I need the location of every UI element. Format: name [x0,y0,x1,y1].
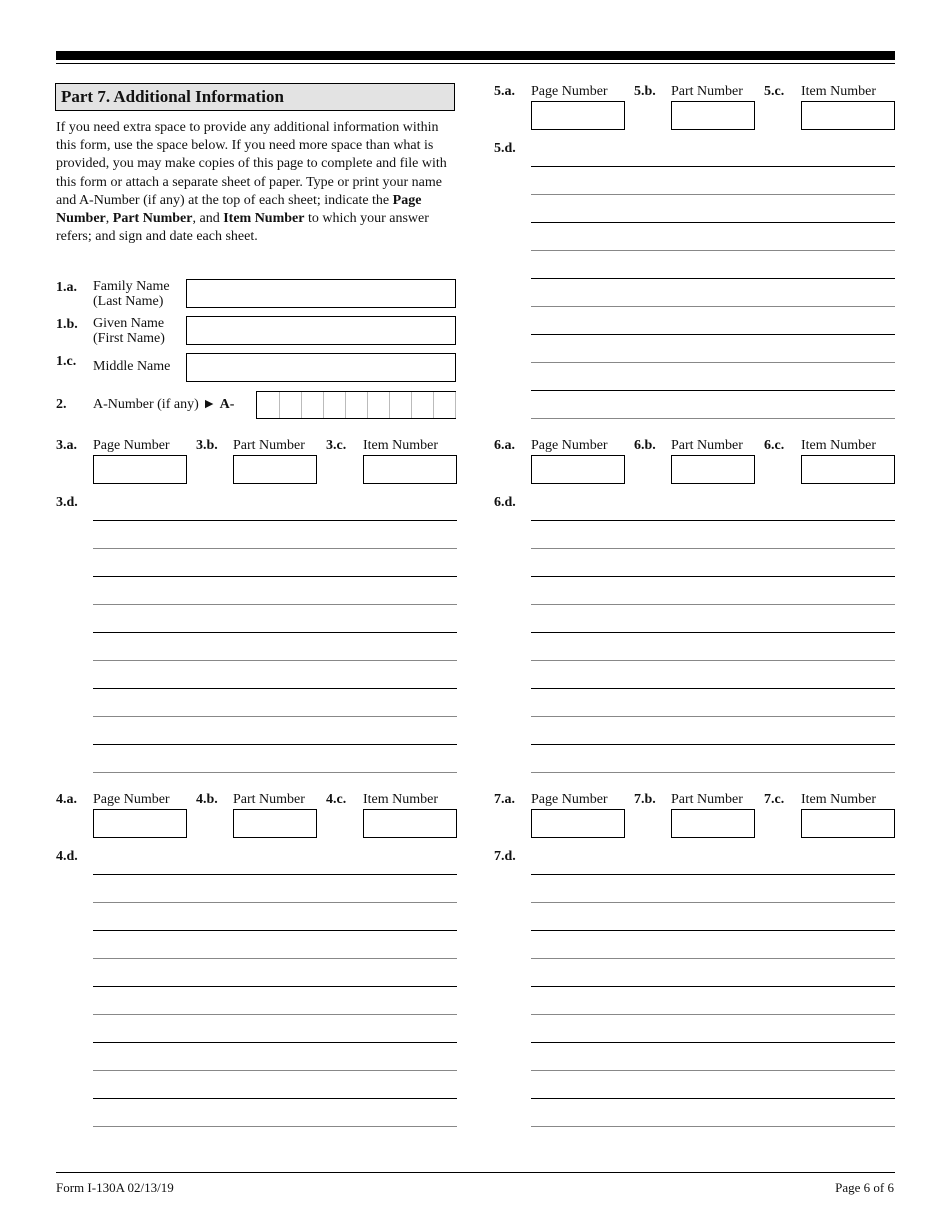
item-number-input[interactable] [801,101,895,130]
details-line [531,1126,895,1127]
middle-name-input[interactable] [186,353,456,382]
a-number-digit-divider [367,392,368,418]
item-number-4d: 4.d. [56,849,78,864]
page-number-label: Page Number [93,438,170,453]
part-number-input[interactable] [671,455,755,484]
bottom-rule [56,1172,895,1173]
details-line [531,576,895,577]
item-number-label: Item Number [363,438,439,453]
details-line [531,986,895,987]
intro-text: to which your answer refers; and sign and date each sheet. [56,211,429,245]
a-number-label [93,397,234,412]
details-line [531,744,895,745]
details-line [93,930,457,931]
part-number-input[interactable] [233,455,317,484]
intro-text: , and [192,211,224,227]
part-number-label: Part Number [671,84,743,99]
a-number-digit-divider [323,392,324,418]
a-number-digit-divider [279,392,280,418]
a-number-digit-divider [389,392,390,418]
details-line [93,744,457,745]
item-number-2: 2. [56,397,67,412]
details-line [531,902,895,903]
item-number-label: Item Number [801,84,877,99]
name-field-label-line: (First Name) [93,331,165,346]
details-line [93,1014,457,1015]
details-line [531,930,895,931]
details-line [531,278,895,279]
page-number-label: Page Number [531,438,608,453]
intro-emphasis: Item Number [223,211,305,227]
item-number-1c: 1.c. [56,354,77,369]
details-line [531,166,895,167]
item-number-5d: 5.d. [494,141,516,156]
page-number-input[interactable] [93,809,187,838]
details-line [93,958,457,959]
item-number-3a: 3.a. [56,438,77,453]
details-line [93,604,457,605]
details-line [531,660,895,661]
name-field-label [93,316,165,346]
item-number-3c: 3.c. [326,438,347,453]
a-number-input[interactable] [256,391,456,419]
intro-emphasis: Page Number [56,192,422,227]
details-line [531,390,895,391]
instructions-paragraph [56,119,454,246]
intro-text: , [105,211,113,227]
item-number-7c: 7.c. [764,792,785,807]
a-number-digit-divider [433,392,434,418]
name-field-label-line: Middle Name [93,359,171,374]
item-number-5c: 5.c. [764,84,785,99]
top-rule [56,51,895,60]
part-title: Part 7. Additional Information [55,83,455,111]
a-number-digit-divider [301,392,302,418]
details-line [531,772,895,773]
name-field-label-line: Family Name [93,279,170,294]
details-line [531,716,895,717]
family-name-input[interactable] [186,279,456,308]
item-number-1b: 1.b. [56,317,78,332]
page-number-label: Page Number [531,792,608,807]
details-line [93,688,457,689]
part-number-label: Part Number [233,438,305,453]
details-line [93,986,457,987]
details-line [531,362,895,363]
a-number-prefix: A- [219,397,235,412]
details-line [93,1070,457,1071]
part-number-label: Part Number [233,792,305,807]
details-line [531,1042,895,1043]
page-indicator: Page 6 of 6 [835,1180,894,1195]
details-line [531,1070,895,1071]
item-number-7a: 7.a. [494,792,515,807]
details-line [93,548,457,549]
part-number-input[interactable] [671,101,755,130]
page-number-input[interactable] [531,101,625,130]
details-line [531,604,895,605]
details-line [93,902,457,903]
details-line [531,688,895,689]
page-number-input[interactable] [531,809,625,838]
arrow-right-icon: ► [202,397,217,412]
name-field-label-line: (Last Name) [93,294,164,309]
details-line [531,306,895,307]
item-number-input[interactable] [363,455,457,484]
details-line [531,1098,895,1099]
name-field-label [93,279,170,309]
page-number-label: Page Number [93,792,170,807]
details-line [93,576,457,577]
details-line [531,520,895,521]
part-number-label: Part Number [671,792,743,807]
item-number-7b: 7.b. [634,792,656,807]
item-number-4b: 4.b. [196,792,218,807]
a-number-digit-divider [345,392,346,418]
top-thin-rule [56,63,895,64]
intro-emphasis: Part Number [112,211,193,227]
a-number-digit-divider [411,392,412,418]
item-number-6d: 6.d. [494,495,516,510]
item-number-6b: 6.b. [634,438,656,453]
details-line [531,222,895,223]
item-number-4a: 4.a. [56,792,77,807]
item-number-label: Item Number [801,438,877,453]
part-number-input[interactable] [233,809,317,838]
item-number-3d: 3.d. [56,495,78,510]
details-line [531,1014,895,1015]
details-line [93,660,457,661]
part-number-label: Part Number [671,438,743,453]
details-line [93,1126,457,1127]
details-line [531,418,895,419]
given-name-input[interactable] [186,316,456,345]
item-number-input[interactable] [363,809,457,838]
details-line [531,194,895,195]
details-line [93,874,457,875]
item-number-5a: 5.a. [494,84,515,99]
item-number-5b: 5.b. [634,84,656,99]
item-number-input[interactable] [801,809,895,838]
intro-text: If you need extra space to provide any additional information within this form, use the space below. If you need more space than what is provided, you may make copies of this page to complete and file with this form or attach a separate sheet of paper. Type or print your name and A-Number (if any) at the top of each sheet; indicate the [56,120,447,208]
details-line [93,520,457,521]
details-line [531,632,895,633]
item-number-4c: 4.c. [326,792,347,807]
details-line [93,772,457,773]
details-line [531,874,895,875]
item-number-label: Item Number [363,792,439,807]
page-number-input[interactable] [531,455,625,484]
item-number-1a: 1.a. [56,280,77,295]
details-line [93,632,457,633]
page-number-label: Page Number [531,84,608,99]
item-number-input[interactable] [801,455,895,484]
item-number-7d: 7.d. [494,849,516,864]
a-number-label-text: A-Number (if any) [93,397,199,412]
details-line [531,250,895,251]
item-number-label: Item Number [801,792,877,807]
details-line [93,1098,457,1099]
a-number-digit-divider [455,392,456,418]
item-number-3b: 3.b. [196,438,218,453]
name-field-label [93,359,170,374]
details-line [531,958,895,959]
details-line [93,1042,457,1043]
name-field-label-line: Given Name [93,316,165,331]
details-line [93,716,457,717]
page-number-input[interactable] [93,455,187,484]
details-line [531,334,895,335]
item-number-6a: 6.a. [494,438,515,453]
item-number-6c: 6.c. [764,438,785,453]
part-number-input[interactable] [671,809,755,838]
details-line [531,548,895,549]
form-id: Form I-130A 02/13/19 [56,1180,174,1195]
